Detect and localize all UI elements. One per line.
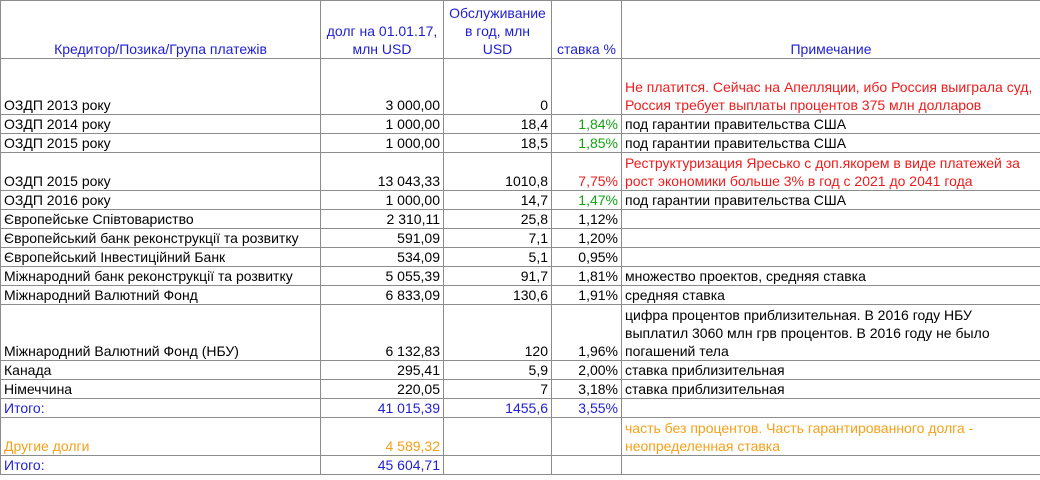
cell-rate[interactable]: 1,81% [552, 267, 622, 286]
cell-rate[interactable]: 3,18% [552, 380, 622, 399]
header-debt[interactable] [321, 1, 444, 59]
cell-name[interactable]: ОЗДП 2015 року [1, 134, 321, 153]
table-row [1, 248, 1040, 267]
cell-service[interactable]: 1010,8 [444, 153, 552, 191]
cell-service[interactable] [444, 418, 552, 456]
cell-name[interactable]: Міжнародний Валютний Фонд (НБУ) [1, 305, 321, 361]
table-row [1, 153, 1040, 191]
header-debt-line1: долг на 01.01.17, [326, 23, 438, 39]
cell-debt[interactable]: 5 055,39 [321, 267, 444, 286]
header-note[interactable]: Примечание [622, 1, 1040, 59]
grand-total-row [1, 456, 1040, 475]
cell-debt[interactable]: 2 310,11 [321, 210, 444, 229]
cell-debt[interactable]: 13 043,33 [321, 153, 444, 191]
cell-service[interactable]: 120 [444, 305, 552, 361]
table-row [1, 361, 1040, 380]
cell-note[interactable] [622, 229, 1040, 248]
cell-note[interactable]: ставка приблизительная [622, 361, 1040, 380]
cell-service[interactable]: 18,5 [444, 134, 552, 153]
table-row [1, 134, 1040, 153]
header-row [1, 1, 1040, 59]
cell-rate[interactable]: 2,00% [552, 361, 622, 380]
cell-service[interactable]: 5,9 [444, 361, 552, 380]
cell-grand-total-label[interactable]: Итого: [1, 456, 321, 475]
cell-debt[interactable]: 1 000,00 [321, 134, 444, 153]
cell-other-label[interactable]: Другие долги [1, 418, 321, 456]
cell-debt[interactable]: 220,05 [321, 380, 444, 399]
cell-service[interactable]: 0 [444, 59, 552, 115]
cell-grand-total-debt[interactable]: 45 604,71 [321, 456, 444, 475]
cell-total-service[interactable]: 1455,6 [444, 399, 552, 418]
cell-rate[interactable] [552, 418, 622, 456]
cell-rate[interactable] [552, 456, 622, 475]
table-row [1, 286, 1040, 305]
cell-name[interactable]: Європейський банк реконструкції та розвитку [1, 229, 321, 248]
table-row [1, 59, 1040, 115]
table-row [1, 229, 1040, 248]
cell-rate[interactable]: 1,85% [552, 134, 622, 153]
other-debts-row [1, 418, 1040, 456]
cell-note[interactable] [622, 399, 1040, 418]
cell-name[interactable]: Міжнародний банк реконструкції та розвитку [1, 267, 321, 286]
total-row [1, 399, 1040, 418]
cell-rate[interactable]: 1,20% [552, 229, 622, 248]
cell-name[interactable]: ОЗДП 2016 року [1, 191, 321, 210]
cell-service[interactable]: 7 [444, 380, 552, 399]
cell-other-debt[interactable]: 4 589,32 [321, 418, 444, 456]
cell-name[interactable]: Канада [1, 361, 321, 380]
header-debt-line2: млн USD [352, 41, 412, 57]
cell-debt[interactable]: 1 000,00 [321, 191, 444, 210]
cell-debt[interactable]: 6 833,09 [321, 286, 444, 305]
cell-total-label[interactable]: Итого: [1, 399, 321, 418]
cell-name[interactable]: Європейський Інвестиційний Банк [1, 248, 321, 267]
cell-name[interactable]: Німеччина [1, 380, 321, 399]
cell-note[interactable] [622, 456, 1040, 475]
cell-service[interactable] [444, 456, 552, 475]
cell-rate[interactable] [552, 59, 622, 115]
cell-note[interactable]: Не платится. Сейчас на Апелляции, ибо Россия выиграла суд, Россия требует выплаты процентов 375 млн долларов [622, 59, 1040, 115]
table-row [1, 210, 1040, 229]
cell-rate[interactable]: 1,47% [552, 191, 622, 210]
cell-debt[interactable]: 534,09 [321, 248, 444, 267]
cell-service[interactable]: 130,6 [444, 286, 552, 305]
header-rate[interactable]: ставка % [552, 1, 622, 59]
cell-debt[interactable]: 591,09 [321, 229, 444, 248]
table-row [1, 267, 1040, 286]
header-service-line1: Обслуживание [449, 5, 546, 21]
cell-rate[interactable]: 1,84% [552, 115, 622, 134]
cell-service[interactable]: 14,7 [444, 191, 552, 210]
cell-note[interactable]: под гарантии правительства США [622, 115, 1040, 134]
cell-note[interactable]: множество проектов, средняя ставка [622, 267, 1040, 286]
cell-note[interactable]: под гарантии правительства США [622, 134, 1040, 153]
cell-debt[interactable]: 295,41 [321, 361, 444, 380]
cell-note[interactable] [622, 210, 1040, 229]
table-row [1, 305, 1040, 361]
cell-rate[interactable]: 1,91% [552, 286, 622, 305]
cell-name[interactable]: Міжнародний Валютний Фонд [1, 286, 321, 305]
header-creditor[interactable]: Кредитор/Позика/Група платежів [1, 1, 321, 59]
header-service-line3: USD [482, 41, 513, 57]
cell-other-note[interactable]: часть без процентов. Часть гарантированного долга - неопределенная ставка [622, 418, 1040, 456]
table-row [1, 191, 1040, 210]
cell-service[interactable]: 5,1 [444, 248, 552, 267]
cell-total-rate[interactable]: 3,55% [552, 399, 622, 418]
cell-total-debt[interactable]: 41 015,39 [321, 399, 444, 418]
cell-note[interactable] [622, 248, 1040, 267]
cell-name[interactable]: Європейське Співтовариство [1, 210, 321, 229]
cell-note[interactable]: под гарантии правительства США [622, 191, 1040, 210]
cell-debt[interactable]: 6 132,83 [321, 305, 444, 361]
cell-rate[interactable]: 0,95% [552, 248, 622, 267]
cell-rate[interactable]: 7,75% [552, 153, 622, 191]
cell-note[interactable]: Реструктуризация Яресько с доп.якорем в виде платежей за рост экономики больше 3% в год с 2021 до 2041 года [622, 153, 1040, 191]
cell-name[interactable]: ОЗДП 2013 року [1, 59, 321, 115]
cell-name[interactable]: ОЗДП 2015 року [1, 153, 321, 191]
header-service-line2: в год, млн [464, 23, 531, 39]
cell-service[interactable]: 25,8 [444, 210, 552, 229]
cell-service[interactable]: 18,4 [444, 115, 552, 134]
cell-rate[interactable]: 1,96% [552, 305, 622, 361]
table-row [1, 380, 1040, 399]
cell-name[interactable]: ОЗДП 2014 року [1, 115, 321, 134]
cell-rate[interactable]: 1,12% [552, 210, 622, 229]
cell-debt[interactable]: 3 000,00 [321, 59, 444, 115]
cell-note[interactable]: цифра процентов приблизительная. В 2016 году НБУ выплатил 3060 млн грв процентов. В 2016 году не было погашений тела [622, 305, 1040, 361]
cell-note[interactable]: ставка приблизительная [622, 380, 1040, 399]
table-row [1, 115, 1040, 134]
header-service[interactable] [444, 1, 552, 59]
cell-debt[interactable]: 1 000,00 [321, 115, 444, 134]
cell-service[interactable]: 91,7 [444, 267, 552, 286]
cell-note[interactable]: средняя ставка [622, 286, 1040, 305]
cell-service[interactable]: 7,1 [444, 229, 552, 248]
